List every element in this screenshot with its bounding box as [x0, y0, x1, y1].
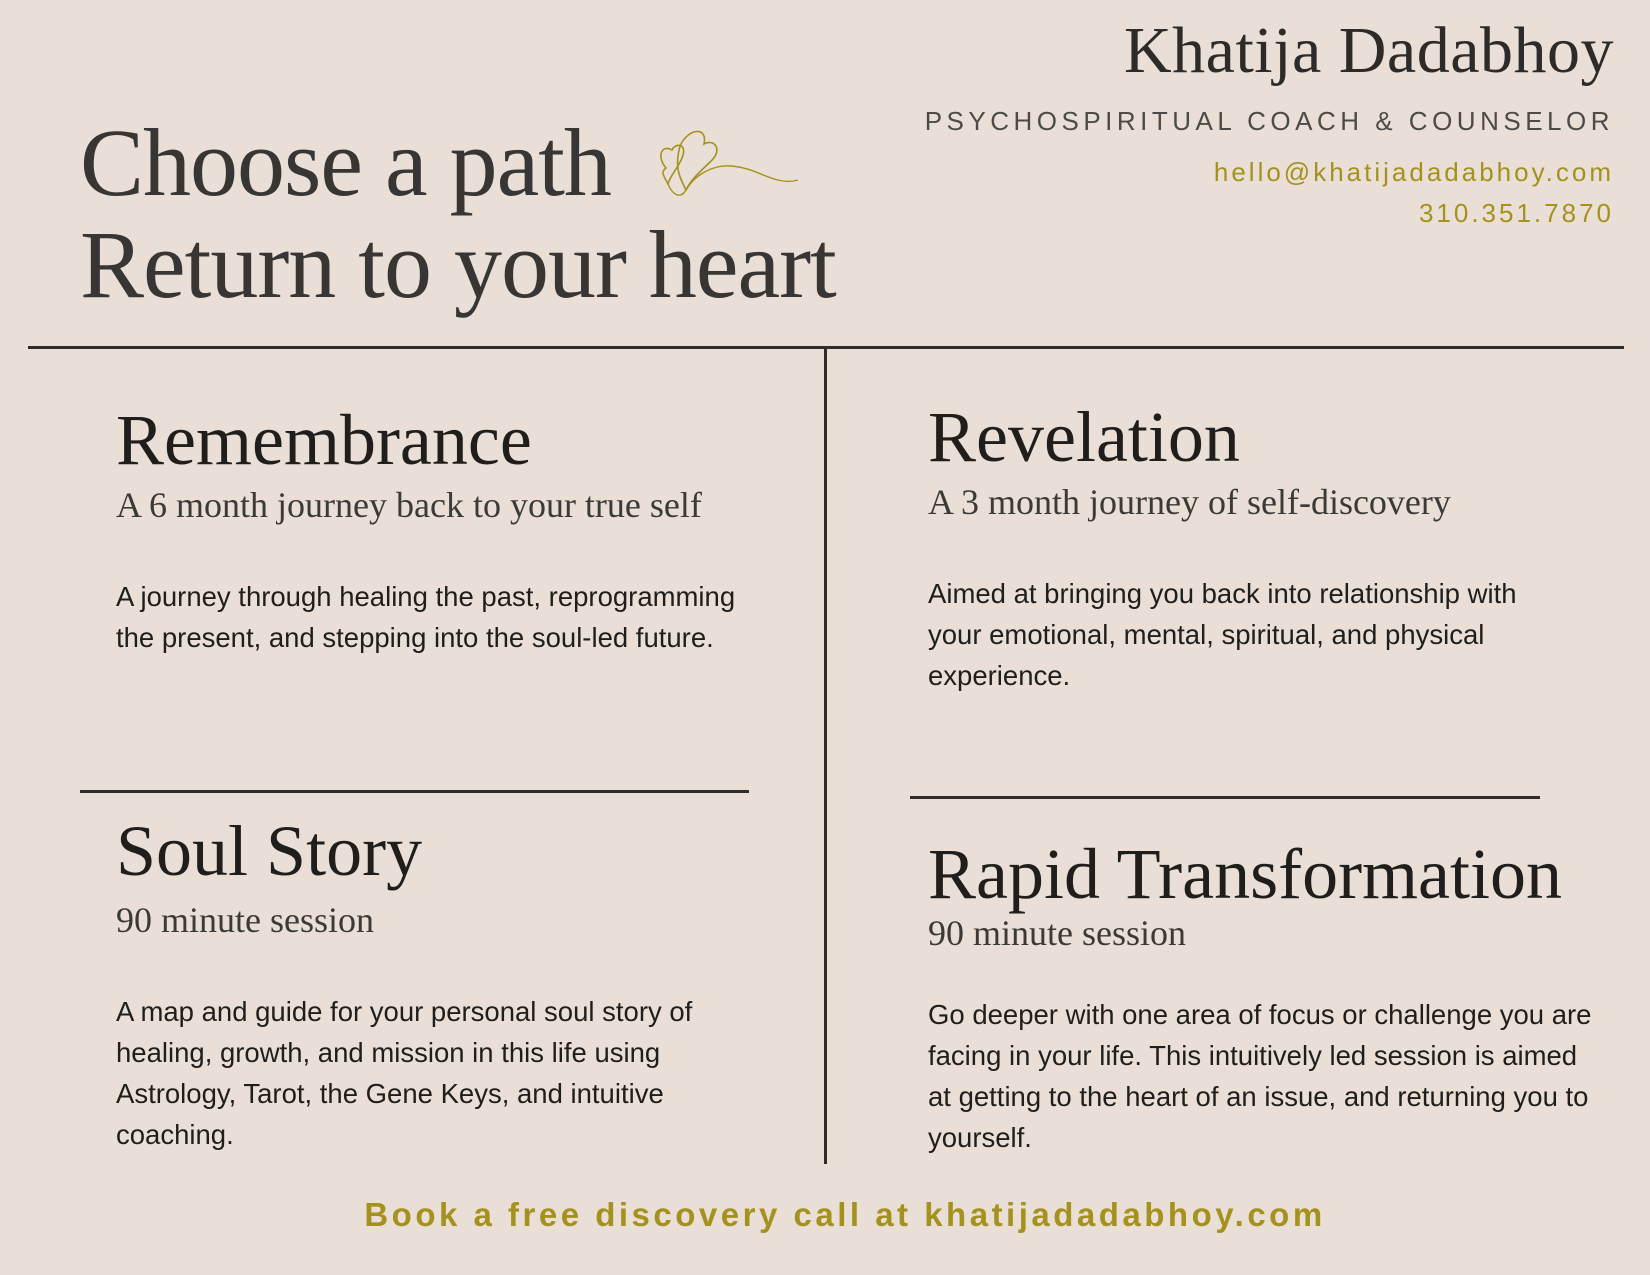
- section-title: Remembrance: [116, 400, 532, 480]
- section-soul-story: [116, 811, 766, 1155]
- section-description: Aimed at bringing you back into relationship with your emotional, mental, spiritual, and physical experience.: [928, 577, 1517, 691]
- heart-flourish-icon: [650, 120, 800, 220]
- section-title: Revelation: [928, 397, 1240, 477]
- left-mid-divider: [80, 790, 749, 793]
- section-subtitle: A 6 month journey back to your true self: [116, 485, 702, 525]
- hero-line-1: Choose a path: [80, 109, 611, 216]
- section-description: A map and guide for your personal soul story of healing, growth, and mission in this life using Astrology, Tarot, the Gene Keys, and intuitive coaching.: [116, 995, 693, 1150]
- brand-email-link[interactable]: hello@khatijadadabhoy.com: [1213, 157, 1614, 187]
- section-title: Soul Story: [116, 811, 423, 891]
- section-description: Go deeper with one area of focus or challenge you are facing in your life. This intuitively led session is aimed at getting to the heart of an issue, and returning you to yourself.: [928, 998, 1592, 1153]
- section-remembrance: [116, 400, 766, 658]
- brand-role: PSYCHOSPIRITUAL COACH & COUNSELOR: [924, 106, 1614, 136]
- hero-line-2: Return to your heart: [80, 211, 836, 318]
- cta-discovery-call-link[interactable]: Book a free discovery call at khatijadadabhoy.com: [364, 1196, 1326, 1233]
- section-subtitle: A 3 month journey of self-discovery: [928, 482, 1451, 522]
- right-mid-divider: [910, 796, 1540, 799]
- section-title: Rapid Transformation: [928, 834, 1563, 914]
- section-revelation: [928, 397, 1588, 696]
- brand-name: Khatija Dadabhoy: [1123, 14, 1614, 87]
- brand-phone-link[interactable]: 310.351.7870: [1418, 198, 1614, 228]
- section-description: A journey through healing the past, reprogramming the present, and stepping into the soul-led future.: [116, 580, 736, 653]
- center-divider: [824, 346, 827, 1164]
- section-rapid-transformation: [928, 834, 1628, 1158]
- section-subtitle: 90 minute session: [116, 900, 374, 940]
- section-subtitle: 90 minute session: [928, 913, 1186, 953]
